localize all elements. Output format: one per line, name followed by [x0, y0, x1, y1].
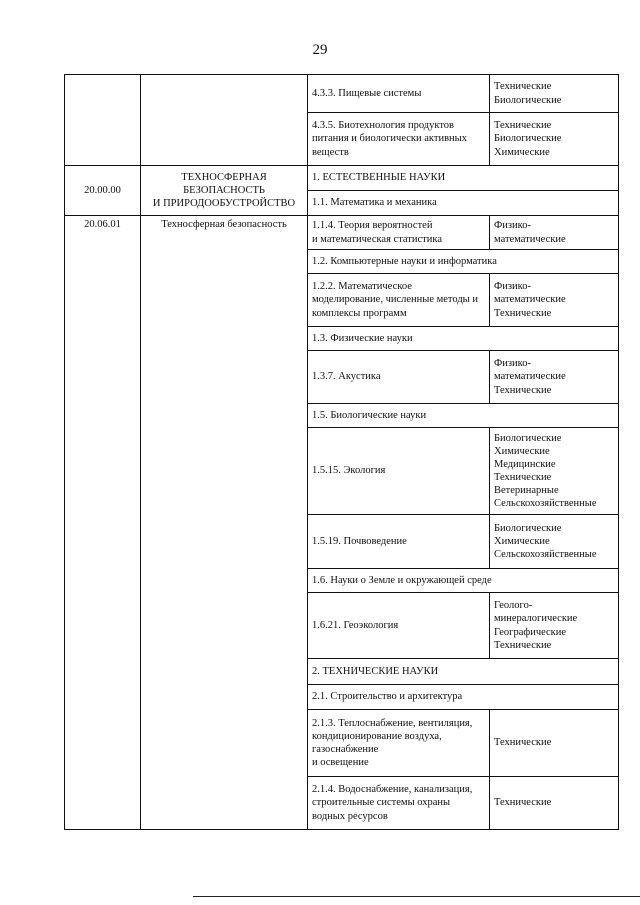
code-cell	[65, 75, 141, 166]
table-row	[65, 216, 619, 250]
subsection-heading: 1.3. Физические науки	[308, 327, 619, 351]
science-branch-cell: Физико- математические	[490, 216, 619, 250]
direction-code-cell: 20.06.01	[65, 216, 141, 830]
specialty-name-cell: 4.3.5. Биотехнология продуктов питания и биологически активных веществ	[308, 113, 490, 166]
table-row	[65, 166, 619, 191]
subsection-heading: 1.6. Науки о Земле и окружающей среде	[308, 569, 619, 593]
specialty-name-cell: 1.1.4. Теория вероятностей и математическая статистика	[308, 216, 490, 250]
specialty-name-cell: 4.3.3. Пищевые системы	[308, 75, 490, 113]
science-branch-cell: Технические	[490, 710, 619, 777]
science-branch-cell: Физико- математические Технические	[490, 274, 619, 327]
subsection-heading: 2.1. Строительство и архитектура	[308, 685, 619, 710]
science-branch-cell: Физико- математические Технические	[490, 351, 619, 404]
science-branch-cell: Биологические Химические Медицинские Технические Ветеринарные Сельскохозяйственные	[490, 428, 619, 515]
table-row	[65, 75, 619, 113]
science-branch-cell: Биологические Химические Сельскохозяйственные	[490, 515, 619, 569]
section-heading: 2. ТЕХНИЧЕСКИЕ НАУКИ	[308, 659, 619, 685]
direction-title-cell: Техносферная безопасность	[141, 216, 308, 830]
page-number: 29	[312, 42, 328, 58]
specialty-name-cell: 1.5.19. Почвоведение	[308, 515, 490, 569]
group-code-cell: 20.00.00	[65, 166, 141, 216]
title-cell	[141, 75, 308, 166]
specialties-table	[64, 74, 619, 830]
science-branch-cell: Технические Биологические Химические	[490, 113, 619, 166]
group-title-cell: ТЕХНОСФЕРНАЯ БЕЗОПАСНОСТЬ И ПРИРОДООБУСТРОЙСТВО	[141, 166, 308, 216]
page-bottom-rule	[193, 896, 640, 897]
subsection-heading: 1.2. Компьютерные науки и информатика	[308, 250, 619, 274]
section-heading: 1. ЕСТЕСТВЕННЫЕ НАУКИ	[308, 166, 619, 191]
specialty-name-cell: 1.2.2. Математическое моделирование, численные методы и комплексы программ	[308, 274, 490, 327]
specialty-name-cell: 1.3.7. Акустика	[308, 351, 490, 404]
specialty-name-cell: 1.5.15. Экология	[308, 428, 490, 515]
subsection-heading: 1.5. Биологические науки	[308, 404, 619, 428]
science-branch-cell: Технические	[490, 777, 619, 830]
specialty-name-cell: 1.6.21. Геоэкология	[308, 593, 490, 659]
science-branch-cell: Технические Биологические	[490, 75, 619, 113]
science-branch-cell: Геолого- минералогические Географические Технические	[490, 593, 619, 659]
subsection-heading: 1.1. Математика и механика	[308, 191, 619, 216]
specialty-name-cell: 2.1.3. Теплоснабжение, вентиляция, кондиционирование воздуха, газоснабжение и освещение	[308, 710, 490, 777]
specialty-name-cell: 2.1.4. Водоснабжение, канализация, строительные системы охраны водных ресурсов	[308, 777, 490, 830]
